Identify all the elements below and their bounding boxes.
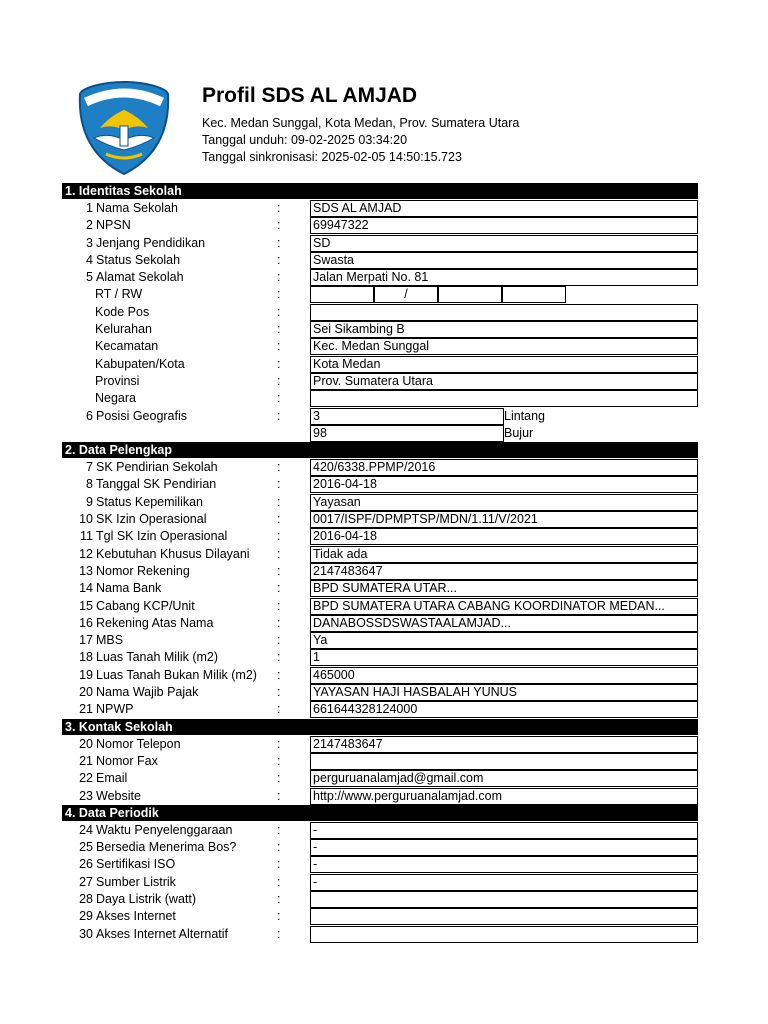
field-label: Tgl SK Izin Operasional <box>96 529 228 544</box>
sync-date: Tanggal sinkronisasi: 2025-02-05 14:50:15.723 <box>202 150 462 164</box>
field-row <box>62 839 698 856</box>
field-value: 2147483647 <box>310 736 698 753</box>
field-label: NPWP <box>96 702 134 717</box>
field-colon: : <box>277 615 281 630</box>
field-row <box>62 615 698 632</box>
tut-wuri-handayani-logo <box>76 80 172 176</box>
field-colon: : <box>277 926 281 941</box>
field-label: Sertifikasi ISO <box>96 857 176 872</box>
field-value <box>310 908 698 925</box>
field-value: 69947322 <box>310 217 698 234</box>
field-number: 7 <box>86 460 93 475</box>
field-number: 20 <box>79 685 93 700</box>
field-row <box>62 580 698 597</box>
field-row <box>62 200 698 217</box>
field-value: - <box>310 856 698 873</box>
field-value: BPD SUMATERA UTARA CABANG KOORDINATOR MEDAN... <box>310 598 698 615</box>
field-number: 24 <box>79 822 93 837</box>
field-unit: Lintang <box>504 408 546 423</box>
field-colon: : <box>277 598 281 613</box>
field-value: 2016-04-18 <box>310 476 698 493</box>
field-value <box>310 926 698 943</box>
field-unit: Bujur <box>504 425 534 440</box>
field-colon: : <box>277 650 281 665</box>
field-colon: : <box>277 391 281 406</box>
field-number: 9 <box>86 494 93 509</box>
field-value: SD <box>310 235 698 252</box>
field-colon: : <box>277 408 281 423</box>
field-number: 8 <box>86 477 93 492</box>
field-label: Jenjang Pendidikan <box>96 235 206 250</box>
rt-rw-separator: / <box>374 286 438 303</box>
field-label: Status Sekolah <box>96 252 181 267</box>
field-colon: : <box>277 356 281 371</box>
field-label: Cabang KCP/Unit <box>96 598 195 613</box>
field-row <box>62 891 698 908</box>
field-colon: : <box>277 874 281 889</box>
field-colon: : <box>277 563 281 578</box>
field-value: http://www.perguruanalamjad.com <box>310 788 698 805</box>
field-number: 12 <box>79 546 93 561</box>
field-colon: : <box>277 235 281 250</box>
field-value: perguruanalamjad@gmail.com <box>310 770 698 787</box>
field-value: - <box>310 822 698 839</box>
field-number: 17 <box>79 633 93 648</box>
field-number: 6 <box>86 408 93 423</box>
field-row <box>62 235 698 252</box>
field-colon: : <box>277 322 281 337</box>
location-text: Kec. Medan Sunggal, Kota Medan, Prov. Sumatera Utara <box>202 116 520 130</box>
field-row <box>62 511 698 528</box>
field-row <box>62 684 698 701</box>
field-number: 2 <box>86 218 93 233</box>
field-value: 3 <box>310 408 504 425</box>
page-title: Profil SDS AL AMJAD <box>202 84 418 107</box>
field-number: 28 <box>79 891 93 906</box>
field-value <box>310 891 698 908</box>
field-value <box>310 753 698 770</box>
field-colon: : <box>277 460 281 475</box>
field-colon: : <box>277 771 281 786</box>
field-value: 98 <box>310 425 504 442</box>
field-number: 1 <box>86 201 93 215</box>
field-row <box>62 286 698 303</box>
rw-field[interactable] <box>438 286 502 303</box>
field-number: 10 <box>79 512 93 527</box>
field-value: 420/6338.PPMP/2016 <box>310 459 698 476</box>
field-label: Kabupaten/Kota <box>95 356 185 371</box>
field-label: Kebutuhan Khusus Dilayani <box>96 546 250 561</box>
field-label: NPSN <box>96 218 131 233</box>
field-number: 25 <box>79 840 93 855</box>
field-label: Email <box>96 771 128 786</box>
field-value: Yayasan <box>310 494 698 511</box>
field-colon: : <box>277 270 281 285</box>
field-value: 465000 <box>310 667 698 684</box>
field-number: 30 <box>79 926 93 941</box>
field-row <box>62 563 698 580</box>
field-colon: : <box>277 494 281 509</box>
field-label: MBS <box>96 633 124 648</box>
field-colon: : <box>277 581 281 596</box>
field-value: Ya <box>310 632 698 649</box>
field-label: Alamat Sekolah <box>96 270 184 285</box>
field-label: Kecamatan <box>95 339 159 354</box>
field-colon: : <box>277 857 281 872</box>
field-colon: : <box>277 304 281 319</box>
section-header: 2. Data Pelengkap <box>62 442 698 458</box>
field-value: 0017/ISPF/DPMPTSP/MDN/1.11/V/2021 <box>310 511 698 528</box>
field-colon: : <box>277 788 281 803</box>
field-value: DANABOSSDSWASTAALAMJAD... <box>310 615 698 632</box>
section-header: 3. Kontak Sekolah <box>62 719 698 735</box>
field-row <box>62 425 698 442</box>
field-number: 5 <box>86 270 93 285</box>
field-label: Nomor Telepon <box>96 736 181 751</box>
field-colon: : <box>277 339 281 354</box>
field-row <box>62 217 698 234</box>
field-row <box>62 528 698 545</box>
field-row <box>62 338 698 355</box>
field-label: Provinsi <box>95 373 140 388</box>
field-row <box>62 649 698 666</box>
field-value: Jalan Merpati No. 81 <box>310 269 698 286</box>
section-header: 1. Identitas Sekolah <box>62 183 698 199</box>
field-number: 4 <box>86 252 93 267</box>
field-value <box>310 390 698 407</box>
field-value: - <box>310 874 698 891</box>
field-value: 2147483647 <box>310 563 698 580</box>
field-colon: : <box>277 822 281 837</box>
field-colon: : <box>277 512 281 527</box>
field-label: SK Izin Operasional <box>96 512 207 527</box>
field-label: Status Kepemilikan <box>96 494 204 509</box>
field-number: 27 <box>79 874 93 889</box>
field-label: Luas Tanah Milik (m2) <box>96 650 219 665</box>
field-label: Bersedia Menerima Bos? <box>96 840 237 855</box>
field-colon: : <box>277 685 281 700</box>
field-row <box>62 736 698 753</box>
field-colon: : <box>277 546 281 561</box>
field-label: SK Pendirian Sekolah <box>96 460 218 475</box>
field-label: Akses Internet <box>96 909 176 924</box>
field-row <box>62 390 698 407</box>
field-row <box>62 926 698 943</box>
field-value <box>310 304 698 321</box>
field-label: Nomor Rekening <box>96 563 190 578</box>
section-header: 4. Data Periodik <box>62 805 698 821</box>
field-colon: : <box>277 753 281 768</box>
profile-form <box>62 183 698 943</box>
field-row <box>62 856 698 873</box>
field-number: 14 <box>79 581 93 596</box>
field-number: 21 <box>79 702 93 717</box>
field-colon: : <box>277 840 281 855</box>
field-colon: : <box>277 702 281 717</box>
field-label: Nama Sekolah <box>96 201 178 215</box>
field-value: Tidak ada <box>310 546 698 563</box>
field-number: 26 <box>79 857 93 872</box>
field-row <box>62 546 698 563</box>
field-number: 29 <box>79 909 93 924</box>
rt-field[interactable] <box>310 286 374 303</box>
field-number: 3 <box>86 235 93 250</box>
field-colon: : <box>277 373 281 388</box>
field-colon: : <box>277 477 281 492</box>
field-value: Kec. Medan Sunggal <box>310 338 698 355</box>
field-value: SDS AL AMJAD <box>310 200 698 217</box>
field-row <box>62 408 698 425</box>
field-row <box>62 598 698 615</box>
field-row <box>62 459 698 476</box>
field-number: 18 <box>79 650 93 665</box>
field-row <box>62 304 698 321</box>
field-label: Kode Pos <box>95 304 150 319</box>
field-label: RT / RW <box>95 287 143 302</box>
field-number: 23 <box>79 788 93 803</box>
field-label: Daya Listrik (watt) <box>96 891 197 906</box>
field-label: Nama Wajib Pajak <box>96 685 199 700</box>
field-number: 11 <box>80 529 93 544</box>
field-label: Waktu Penyelenggaraan <box>96 822 233 837</box>
field-label: Posisi Geografis <box>96 408 188 423</box>
field-label: Rekening Atas Nama <box>96 615 214 630</box>
field-colon: : <box>277 909 281 924</box>
download-date: Tanggal unduh: 09-02-2025 03:34:20 <box>202 133 408 147</box>
field-value: Sei Sikambing B <box>310 321 698 338</box>
field-label: Nomor Fax <box>96 753 158 768</box>
field-label: Nama Bank <box>96 581 162 596</box>
field-value: BPD SUMATERA UTAR... <box>310 580 698 597</box>
field-value: Prov. Sumatera Utara <box>310 373 698 390</box>
field-colon: : <box>277 201 281 215</box>
field-row <box>62 476 698 493</box>
field-row <box>62 788 698 805</box>
rt-rw-blank <box>502 286 566 303</box>
field-label: Negara <box>95 391 136 406</box>
field-value: YAYASAN HAJI HASBALAH YUNUS <box>310 684 698 701</box>
field-colon: : <box>277 633 281 648</box>
field-row <box>62 632 698 649</box>
field-row <box>62 373 698 390</box>
field-number: 16 <box>79 615 93 630</box>
field-value: - <box>310 839 698 856</box>
field-row <box>62 822 698 839</box>
field-value: Kota Medan <box>310 356 698 373</box>
field-row <box>62 667 698 684</box>
field-label: Website <box>96 788 141 803</box>
field-label: Kelurahan <box>95 322 152 337</box>
field-row <box>62 356 698 373</box>
field-row <box>62 269 698 286</box>
field-colon: : <box>277 891 281 906</box>
field-value: 2016-04-18 <box>310 528 698 545</box>
field-label: Akses Internet Alternatif <box>96 926 229 941</box>
field-row <box>62 753 698 770</box>
field-colon: : <box>277 218 281 233</box>
field-row <box>62 252 698 269</box>
field-colon: : <box>277 252 281 267</box>
field-colon: : <box>277 736 281 751</box>
field-colon: : <box>277 529 281 544</box>
field-row <box>62 494 698 511</box>
field-row <box>62 701 698 718</box>
field-number: 15 <box>79 598 93 613</box>
field-row <box>62 908 698 925</box>
field-value: Swasta <box>310 252 698 269</box>
field-row <box>62 770 698 787</box>
field-colon: : <box>277 287 281 302</box>
field-number: 13 <box>79 563 93 578</box>
field-number: 19 <box>79 667 93 682</box>
field-number: 21 <box>79 753 93 768</box>
field-row <box>62 321 698 338</box>
field-label: Luas Tanah Bukan Milik (m2) <box>96 667 257 682</box>
field-value: 1 <box>310 649 698 666</box>
field-number: 20 <box>79 736 93 751</box>
field-row <box>62 874 698 891</box>
field-number: 22 <box>79 771 93 786</box>
field-label: Sumber Listrik <box>96 874 176 889</box>
field-colon: : <box>277 667 281 682</box>
field-label: Tanggal SK Pendirian <box>96 477 217 492</box>
field-value: 661644328124000 <box>310 701 698 718</box>
